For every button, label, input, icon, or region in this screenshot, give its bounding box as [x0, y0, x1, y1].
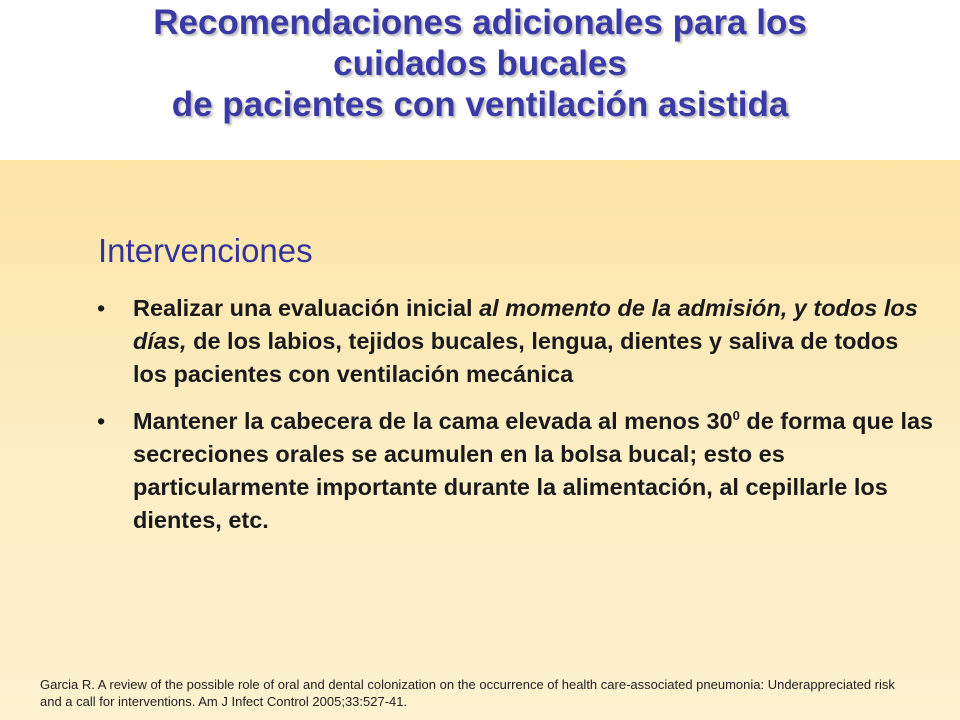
bullet-text: de los labios, tejidos bucales, lengua, dientes y saliva de todos los pacientes con ventilación mecánica [133, 328, 899, 387]
bullet-text: Mantener la cabecera de la cama elevada al menos 30 [133, 408, 733, 434]
bullet-marker: • [97, 408, 106, 434]
degree-superscript: 0 [732, 408, 740, 423]
title-line-2: cuidados bucales [333, 44, 627, 83]
title-line-3: de pacientes con ventilación asistida [171, 85, 789, 124]
bullet-italic-text: al momento de la admisión, y todos los días, [133, 295, 918, 354]
reference-citation: Garcia R. A review of the possible role of oral and dental colonization on the occurrence of health care-associated pneumonia: Underappreciated risk and a call for interventions. Am J Infect Control 2005;33:527-41. [40, 677, 895, 709]
section-heading: Intervenciones [98, 232, 313, 269]
bullet-list [95, 292, 935, 551]
bullet-text: de forma que las secreciones orales se acumulen en la bolsa bucal; esto es particularmente importante durante la alimentación, al cepillarle los dientes, etc. [133, 408, 934, 533]
bullet-item-evaluation [95, 292, 935, 391]
bullet-marker: • [97, 295, 106, 321]
slide-title [20, 2, 940, 125]
bullet-text: Realizar una evaluación inicial [133, 295, 480, 321]
title-line-1: Recomendaciones adicionales para los [153, 3, 807, 42]
bullet-item-head-elevation [95, 405, 935, 537]
